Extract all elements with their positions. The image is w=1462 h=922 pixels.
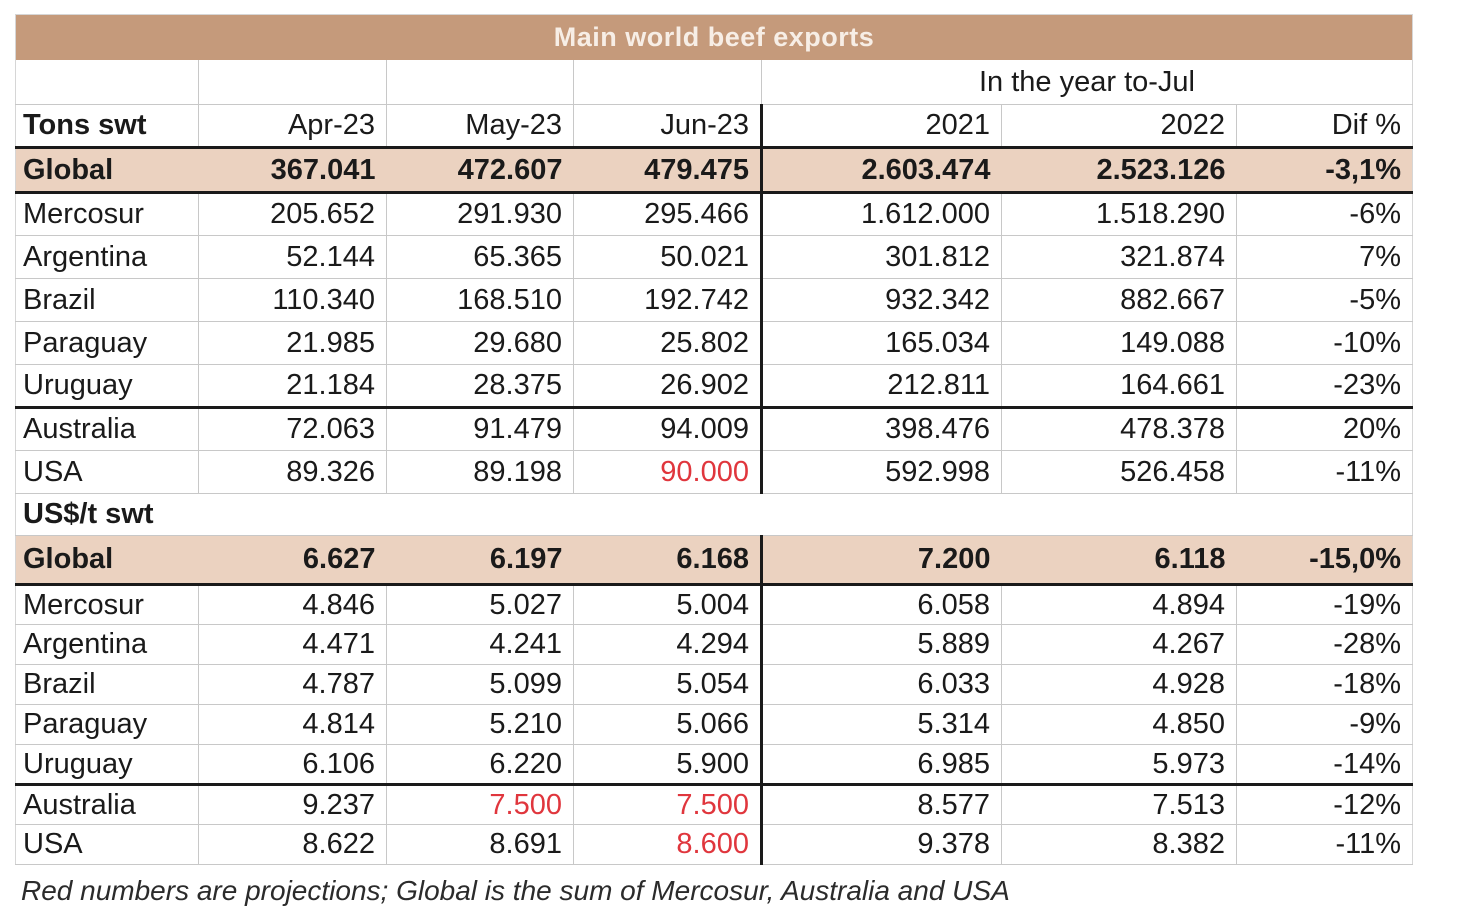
- row-label: Australia: [16, 785, 199, 825]
- cell-y2021: 165.034: [762, 322, 1002, 365]
- column-header-apr23: Apr-23: [199, 105, 387, 148]
- cell-dif-pct: 7%: [1237, 236, 1413, 279]
- cell-y2022: 882.667: [1002, 279, 1237, 322]
- empty-cell: [199, 60, 387, 105]
- empty-cell: [387, 60, 574, 105]
- cell-y2022: 4.850: [1002, 705, 1237, 745]
- cell-dif-pct: -23%: [1237, 365, 1413, 408]
- cell-y2021: 5.889: [762, 625, 1002, 665]
- cell-y2022: 8.382: [1002, 825, 1237, 865]
- beef-exports-table: [15, 14, 1413, 865]
- cell-y2021: 6.985: [762, 745, 1002, 785]
- section-label-usd: US$/t swt: [23, 498, 154, 531]
- row-label: Australia: [16, 408, 199, 451]
- cell-y2022: 5.973: [1002, 745, 1237, 785]
- cell-may23: 65.365: [387, 236, 574, 279]
- cell-y2021: 592.998: [762, 451, 1002, 494]
- column-header-row: [16, 105, 1413, 148]
- cell-y2022: 478.378: [1002, 408, 1237, 451]
- cell-jun23: 8.600: [574, 825, 762, 865]
- cell-y2021: 9.378: [762, 825, 1002, 865]
- table-row: [16, 279, 1413, 322]
- cell-y2021: 398.476: [762, 408, 1002, 451]
- cell-jun23: 479.475: [574, 148, 762, 193]
- cell-dif-pct: -11%: [1237, 825, 1413, 865]
- cell-dif-pct: -19%: [1237, 585, 1413, 625]
- cell-may23: 6.197: [387, 536, 574, 585]
- cell-may23: 5.210: [387, 705, 574, 745]
- cell-y2021: 7.200: [762, 536, 1002, 585]
- tons-section-rows: [16, 148, 1413, 494]
- table-row: [16, 585, 1413, 625]
- table-row: [16, 705, 1413, 745]
- row-label: USA: [16, 451, 199, 494]
- cell-y2022: 164.661: [1002, 365, 1237, 408]
- cell-y2022: 1.518.290: [1002, 193, 1237, 236]
- cell-apr23: 205.652: [199, 193, 387, 236]
- cell-dif-pct: -9%: [1237, 705, 1413, 745]
- table-row: [16, 148, 1413, 193]
- row-label: Uruguay: [16, 365, 199, 408]
- table-row: [16, 665, 1413, 705]
- cell-jun23: 6.168: [574, 536, 762, 585]
- column-header-2022: 2022: [1002, 105, 1237, 148]
- section-divider: [16, 494, 1413, 536]
- row-label: Argentina: [16, 236, 199, 279]
- empty-cell: [574, 60, 762, 105]
- cell-apr23: 21.985: [199, 322, 387, 365]
- table-row: [16, 193, 1413, 236]
- cell-jun23: 7.500: [574, 785, 762, 825]
- table-row: [16, 536, 1413, 585]
- cell-dif-pct: 20%: [1237, 408, 1413, 451]
- table-header-block: [16, 15, 1413, 148]
- cell-y2021: 212.811: [762, 365, 1002, 408]
- cell-apr23: 52.144: [199, 236, 387, 279]
- table-row: [16, 322, 1413, 365]
- table-row: [16, 785, 1413, 825]
- cell-apr23: 21.184: [199, 365, 387, 408]
- cell-dif-pct: -18%: [1237, 665, 1413, 705]
- column-header-jun23: Jun-23: [574, 105, 762, 148]
- cell-may23: 28.375: [387, 365, 574, 408]
- empty-cell: [16, 60, 199, 105]
- year-group-header: In the year to-Jul: [762, 60, 1413, 105]
- cell-may23: 29.680: [387, 322, 574, 365]
- row-label: Global: [16, 148, 199, 193]
- cell-jun23: 295.466: [574, 193, 762, 236]
- cell-may23: 5.099: [387, 665, 574, 705]
- cell-may23: 8.691: [387, 825, 574, 865]
- row-label: Uruguay: [16, 745, 199, 785]
- cell-y2021: 1.612.000: [762, 193, 1002, 236]
- table-title: Main world beef exports: [16, 15, 1413, 60]
- cell-apr23: 4.787: [199, 665, 387, 705]
- cell-jun23: 5.004: [574, 585, 762, 625]
- cell-y2022: 4.894: [1002, 585, 1237, 625]
- cell-may23: 89.198: [387, 451, 574, 494]
- cell-y2021: 5.314: [762, 705, 1002, 745]
- cell-may23: 6.220: [387, 745, 574, 785]
- cell-dif-pct: -14%: [1237, 745, 1413, 785]
- cell-may23: 291.930: [387, 193, 574, 236]
- cell-apr23: 4.846: [199, 585, 387, 625]
- row-label: Paraguay: [16, 322, 199, 365]
- cell-apr23: 8.622: [199, 825, 387, 865]
- cell-y2021: 301.812: [762, 236, 1002, 279]
- cell-apr23: 72.063: [199, 408, 387, 451]
- table-row: [16, 365, 1413, 408]
- row-label: Mercosur: [16, 193, 199, 236]
- row-label: Argentina: [16, 625, 199, 665]
- table-row: [16, 408, 1413, 451]
- cell-y2021: 8.577: [762, 785, 1002, 825]
- cell-dif-pct: -10%: [1237, 322, 1413, 365]
- cell-jun23: 94.009: [574, 408, 762, 451]
- cell-dif-pct: -3,1%: [1237, 148, 1413, 193]
- cell-may23: 472.607: [387, 148, 574, 193]
- year-group-row: [16, 60, 1413, 105]
- cell-y2022: 321.874: [1002, 236, 1237, 279]
- cell-apr23: 9.237: [199, 785, 387, 825]
- row-label: USA: [16, 825, 199, 865]
- table-row: [16, 825, 1413, 865]
- table-row: [16, 745, 1413, 785]
- cell-jun23: 192.742: [574, 279, 762, 322]
- cell-y2021: 6.058: [762, 585, 1002, 625]
- column-header-may23: May-23: [387, 105, 574, 148]
- cell-y2021: 6.033: [762, 665, 1002, 705]
- cell-y2021: 2.603.474: [762, 148, 1002, 193]
- cell-may23: 4.241: [387, 625, 574, 665]
- cell-may23: 168.510: [387, 279, 574, 322]
- cell-y2022: 7.513: [1002, 785, 1237, 825]
- section-label-row: [16, 494, 1413, 536]
- cell-y2022: 149.088: [1002, 322, 1237, 365]
- row-label: Brazil: [16, 665, 199, 705]
- cell-apr23: 4.471: [199, 625, 387, 665]
- cell-dif-pct: -5%: [1237, 279, 1413, 322]
- cell-apr23: 4.814: [199, 705, 387, 745]
- cell-jun23: 26.902: [574, 365, 762, 408]
- cell-y2022: 6.118: [1002, 536, 1237, 585]
- cell-jun23: 5.900: [574, 745, 762, 785]
- empty-cell: [199, 494, 1413, 536]
- cell-dif-pct: -11%: [1237, 451, 1413, 494]
- cell-dif-pct: -15,0%: [1237, 536, 1413, 585]
- table-row: [16, 236, 1413, 279]
- column-header-2021: 2021: [762, 105, 1002, 148]
- title-row: [16, 15, 1413, 60]
- cell-jun23: 25.802: [574, 322, 762, 365]
- cell-y2022: 4.928: [1002, 665, 1237, 705]
- column-header-dif: Dif %: [1237, 105, 1413, 148]
- table-row: [16, 451, 1413, 494]
- cell-apr23: 89.326: [199, 451, 387, 494]
- usd-section-rows: [16, 536, 1413, 865]
- cell-apr23: 6.106: [199, 745, 387, 785]
- cell-jun23: 5.054: [574, 665, 762, 705]
- cell-y2022: 2.523.126: [1002, 148, 1237, 193]
- row-label: Global: [16, 536, 199, 585]
- cell-jun23: 90.000: [574, 451, 762, 494]
- table-row: [16, 625, 1413, 665]
- cell-apr23: 6.627: [199, 536, 387, 585]
- cell-may23: 7.500: [387, 785, 574, 825]
- row-label: Mercosur: [16, 585, 199, 625]
- cell-dif-pct: -12%: [1237, 785, 1413, 825]
- cell-apr23: 110.340: [199, 279, 387, 322]
- cell-y2022: 526.458: [1002, 451, 1237, 494]
- cell-jun23: 50.021: [574, 236, 762, 279]
- table-footnote: Red numbers are projections; Global is the sum of Mercosur, Australia and USA: [21, 875, 1010, 906]
- cell-y2021: 932.342: [762, 279, 1002, 322]
- section-label-tons: Tons swt: [16, 105, 199, 148]
- row-label: Paraguay: [16, 705, 199, 745]
- row-label: Brazil: [16, 279, 199, 322]
- cell-jun23: 4.294: [574, 625, 762, 665]
- cell-jun23: 5.066: [574, 705, 762, 745]
- cell-dif-pct: -6%: [1237, 193, 1413, 236]
- cell-y2022: 4.267: [1002, 625, 1237, 665]
- cell-dif-pct: -28%: [1237, 625, 1413, 665]
- cell-may23: 5.027: [387, 585, 574, 625]
- cell-apr23: 367.041: [199, 148, 387, 193]
- cell-may23: 91.479: [387, 408, 574, 451]
